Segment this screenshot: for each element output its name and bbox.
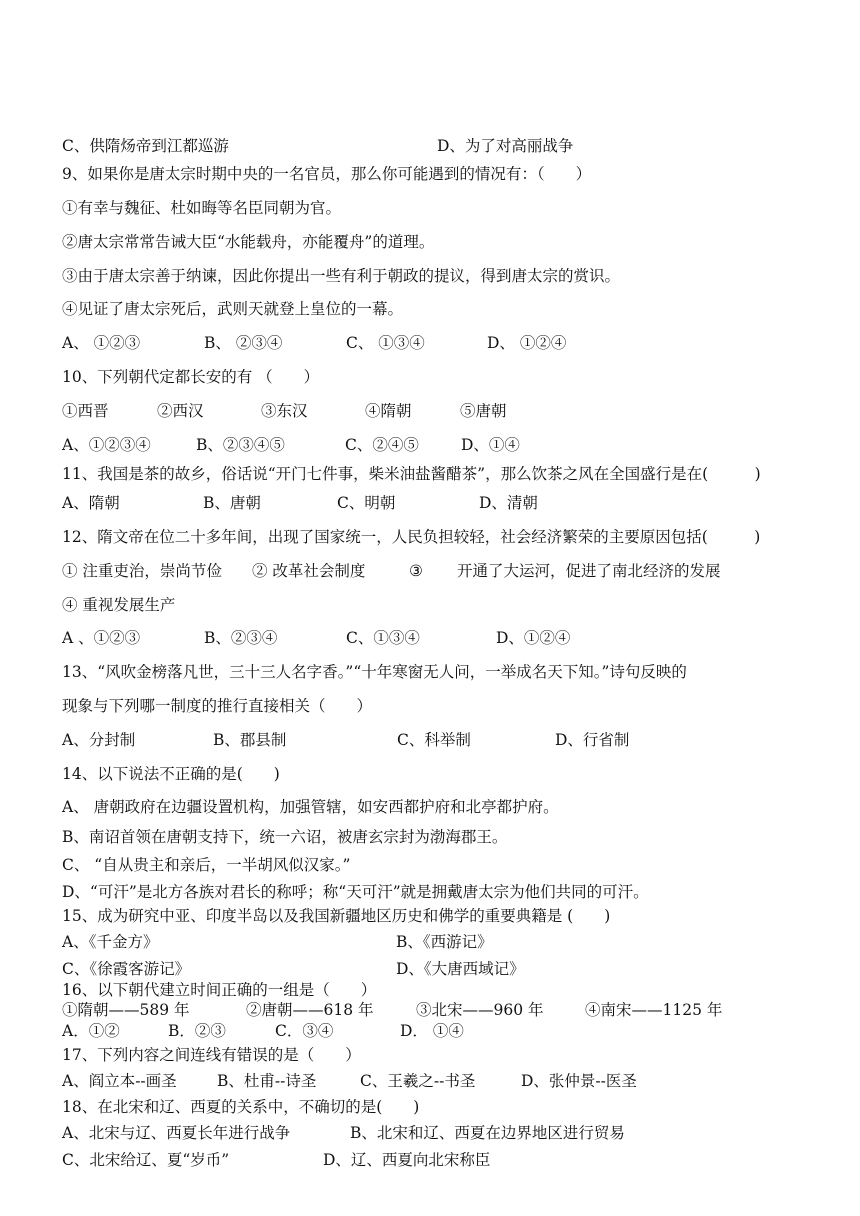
q15-option-a: A、《千金方》 (62, 933, 159, 951)
q11-option-c: C、明朝 (337, 494, 396, 512)
q17-option-d: D、张仲景--医圣 (521, 1072, 637, 1090)
q9-option-d: D、 ①②④ (487, 334, 567, 352)
q10-option-b: B、②③④⑤ (196, 436, 285, 454)
q10-option-d: D、①④ (461, 436, 520, 454)
q13-option-c: C、科举制 (397, 731, 471, 749)
q16-option-d: D． ①④ (400, 1022, 464, 1040)
q16-option-a: A．①② (62, 1022, 120, 1040)
q17-option-a: A、阎立本--画圣 (62, 1072, 177, 1090)
q9-stem: 9、如果你是唐太宗时期中央的一名官员，那么你可能遇到的情况有：（ ） (62, 165, 592, 183)
q10-item-5: ⑤唐朝 (460, 402, 507, 420)
q15-stem: 15、成为研究中亚、印度半岛以及我国新疆地区历史和佛学的重要典籍是 ( ) (62, 907, 611, 925)
q14-option-a: A、 唐朝政府在边疆设置机构，加强管辖，如安西都护府和北亭都护府。 (62, 798, 559, 816)
q12-item-4: ④ 重视发展生产 (62, 596, 176, 614)
q11-stem: 11、我国是茶的故乡，俗话说“开门七件事，柴米油盐酱醋茶”，那么饮茶之风在全国盛行是在( ) (62, 465, 761, 483)
q9-item-1: ①有幸与魏征、杜如晦等名臣同朝为官。 (62, 199, 342, 217)
q12-option-d: D、①②④ (496, 629, 571, 647)
q17-stem: 17、下列内容之间连线有错误的是（ ） (62, 1046, 361, 1064)
q13-stem-line-2: 现象与下列哪一制度的推行直接相关（ ） (62, 697, 373, 715)
q14-option-c: C、 “自从贵主和亲后，一半胡风似汉家。” (62, 856, 351, 874)
q13-stem-line-1: 13、“风吹金榜落凡世，三十三人名字香。”“十年寒窗无人问，一举成名天下知。”诗句反映的 (62, 663, 687, 681)
q12-item-2: ② 改革社会制度 (252, 562, 366, 580)
q16-item-1: ①隋朝——589 年 (62, 1001, 190, 1019)
q14-stem: 14、以下说法不正确的是( ) (62, 765, 280, 783)
q10-option-c: C、②④⑤ (345, 436, 419, 454)
q18-option-a: A、北宋与辽、西夏长年进行战争 (62, 1124, 291, 1142)
q9-item-3: ③由于唐太宗善于纳谏，因此你提出一些有利于朝政的提议，得到唐太宗的赏识。 (62, 267, 621, 285)
q10-option-a: A、①②③④ (62, 436, 151, 454)
q13-option-a: A、分封制 (62, 731, 136, 749)
q18-stem: 18、在北宋和辽、西夏的关系中，不确切的是( ) (62, 1098, 420, 1116)
q18-option-d: D、辽、西夏向北宋称臣 (323, 1151, 491, 1169)
q12-option-a: A 、①②③ (62, 629, 141, 647)
q13-option-d: D、行省制 (555, 731, 630, 749)
q15-option-d: D、《大唐西域记》 (396, 960, 525, 978)
q12-option-c: C、①③④ (346, 629, 420, 647)
q12-item-3-marker: ③ (409, 562, 423, 580)
q16-item-3: ③北宋——960 年 (416, 1001, 544, 1019)
q11-option-a: A、隋朝 (62, 494, 120, 512)
q8-option-d: D、为了对高丽战争 (437, 137, 574, 155)
q18-option-b: B、北宋和辽、西夏在边界地区进行贸易 (350, 1124, 625, 1142)
q10-item-2: ②西汉 (157, 402, 204, 420)
q16-stem: 16、以下朝代建立时间正确的一组是（ ） (62, 981, 377, 999)
q16-option-c: C．③④ (275, 1022, 334, 1040)
q11-option-b: B、唐朝 (203, 494, 261, 512)
q16-item-2: ②唐朝——618 年 (246, 1001, 374, 1019)
q10-item-4: ④隋朝 (365, 402, 412, 420)
q17-option-b: B、杜甫--诗圣 (217, 1072, 317, 1090)
q11-option-d: D、清朝 (479, 494, 538, 512)
q12-option-b: B、②③④ (204, 629, 278, 647)
q14-option-b: B、南诏首领在唐朝支持下，统一六诏，被唐玄宗封为渤海郡王。 (62, 828, 508, 846)
q9-item-2: ②唐太宗常常告诫大臣“水能载舟，亦能覆舟”的道理。 (62, 233, 435, 251)
q12-item-3: 开通了大运河，促进了南北经济的发展 (457, 562, 721, 580)
q12-item-1: ① 注重吏治，崇尚节俭 (62, 562, 222, 580)
q15-option-c: C、《徐霞客游记》 (62, 960, 191, 978)
q18-option-c: C、北宋给辽、夏“岁币” (62, 1151, 230, 1169)
q16-item-4: ④南宋——1125 年 (585, 1001, 723, 1019)
q17-option-c: C、王羲之--书圣 (360, 1072, 476, 1090)
q9-option-b: B、 ②③④ (204, 334, 283, 352)
q13-option-b: B、郡县制 (213, 731, 287, 749)
q14-option-d: D、“可汗”是北方各族对君长的称呼；称“天可汗”就是拥戴唐太宗为他们共同的可汗。 (62, 883, 649, 901)
q9-item-4: ④见证了唐太宗死后，武则天就登上皇位的一幕。 (62, 300, 404, 318)
q9-option-c: C、 ①③④ (346, 334, 425, 352)
q8-option-c: C、供隋炀帝到江都巡游 (62, 137, 229, 155)
q10-stem: 10、下列朝代定都长安的有 （ ） (62, 368, 320, 386)
q9-option-a: A、 ①②③ (62, 334, 141, 352)
q10-item-1: ①西晋 (62, 402, 109, 420)
q12-stem: 12、隋文帝在位二十多年间，出现了国家统一，人民负担较轻，社会经济繁荣的主要原因包括( ) (62, 528, 761, 546)
q16-option-b: B．②③ (168, 1022, 226, 1040)
q15-option-b: B、《西游记》 (396, 933, 493, 951)
q10-item-3: ③东汉 (261, 402, 308, 420)
